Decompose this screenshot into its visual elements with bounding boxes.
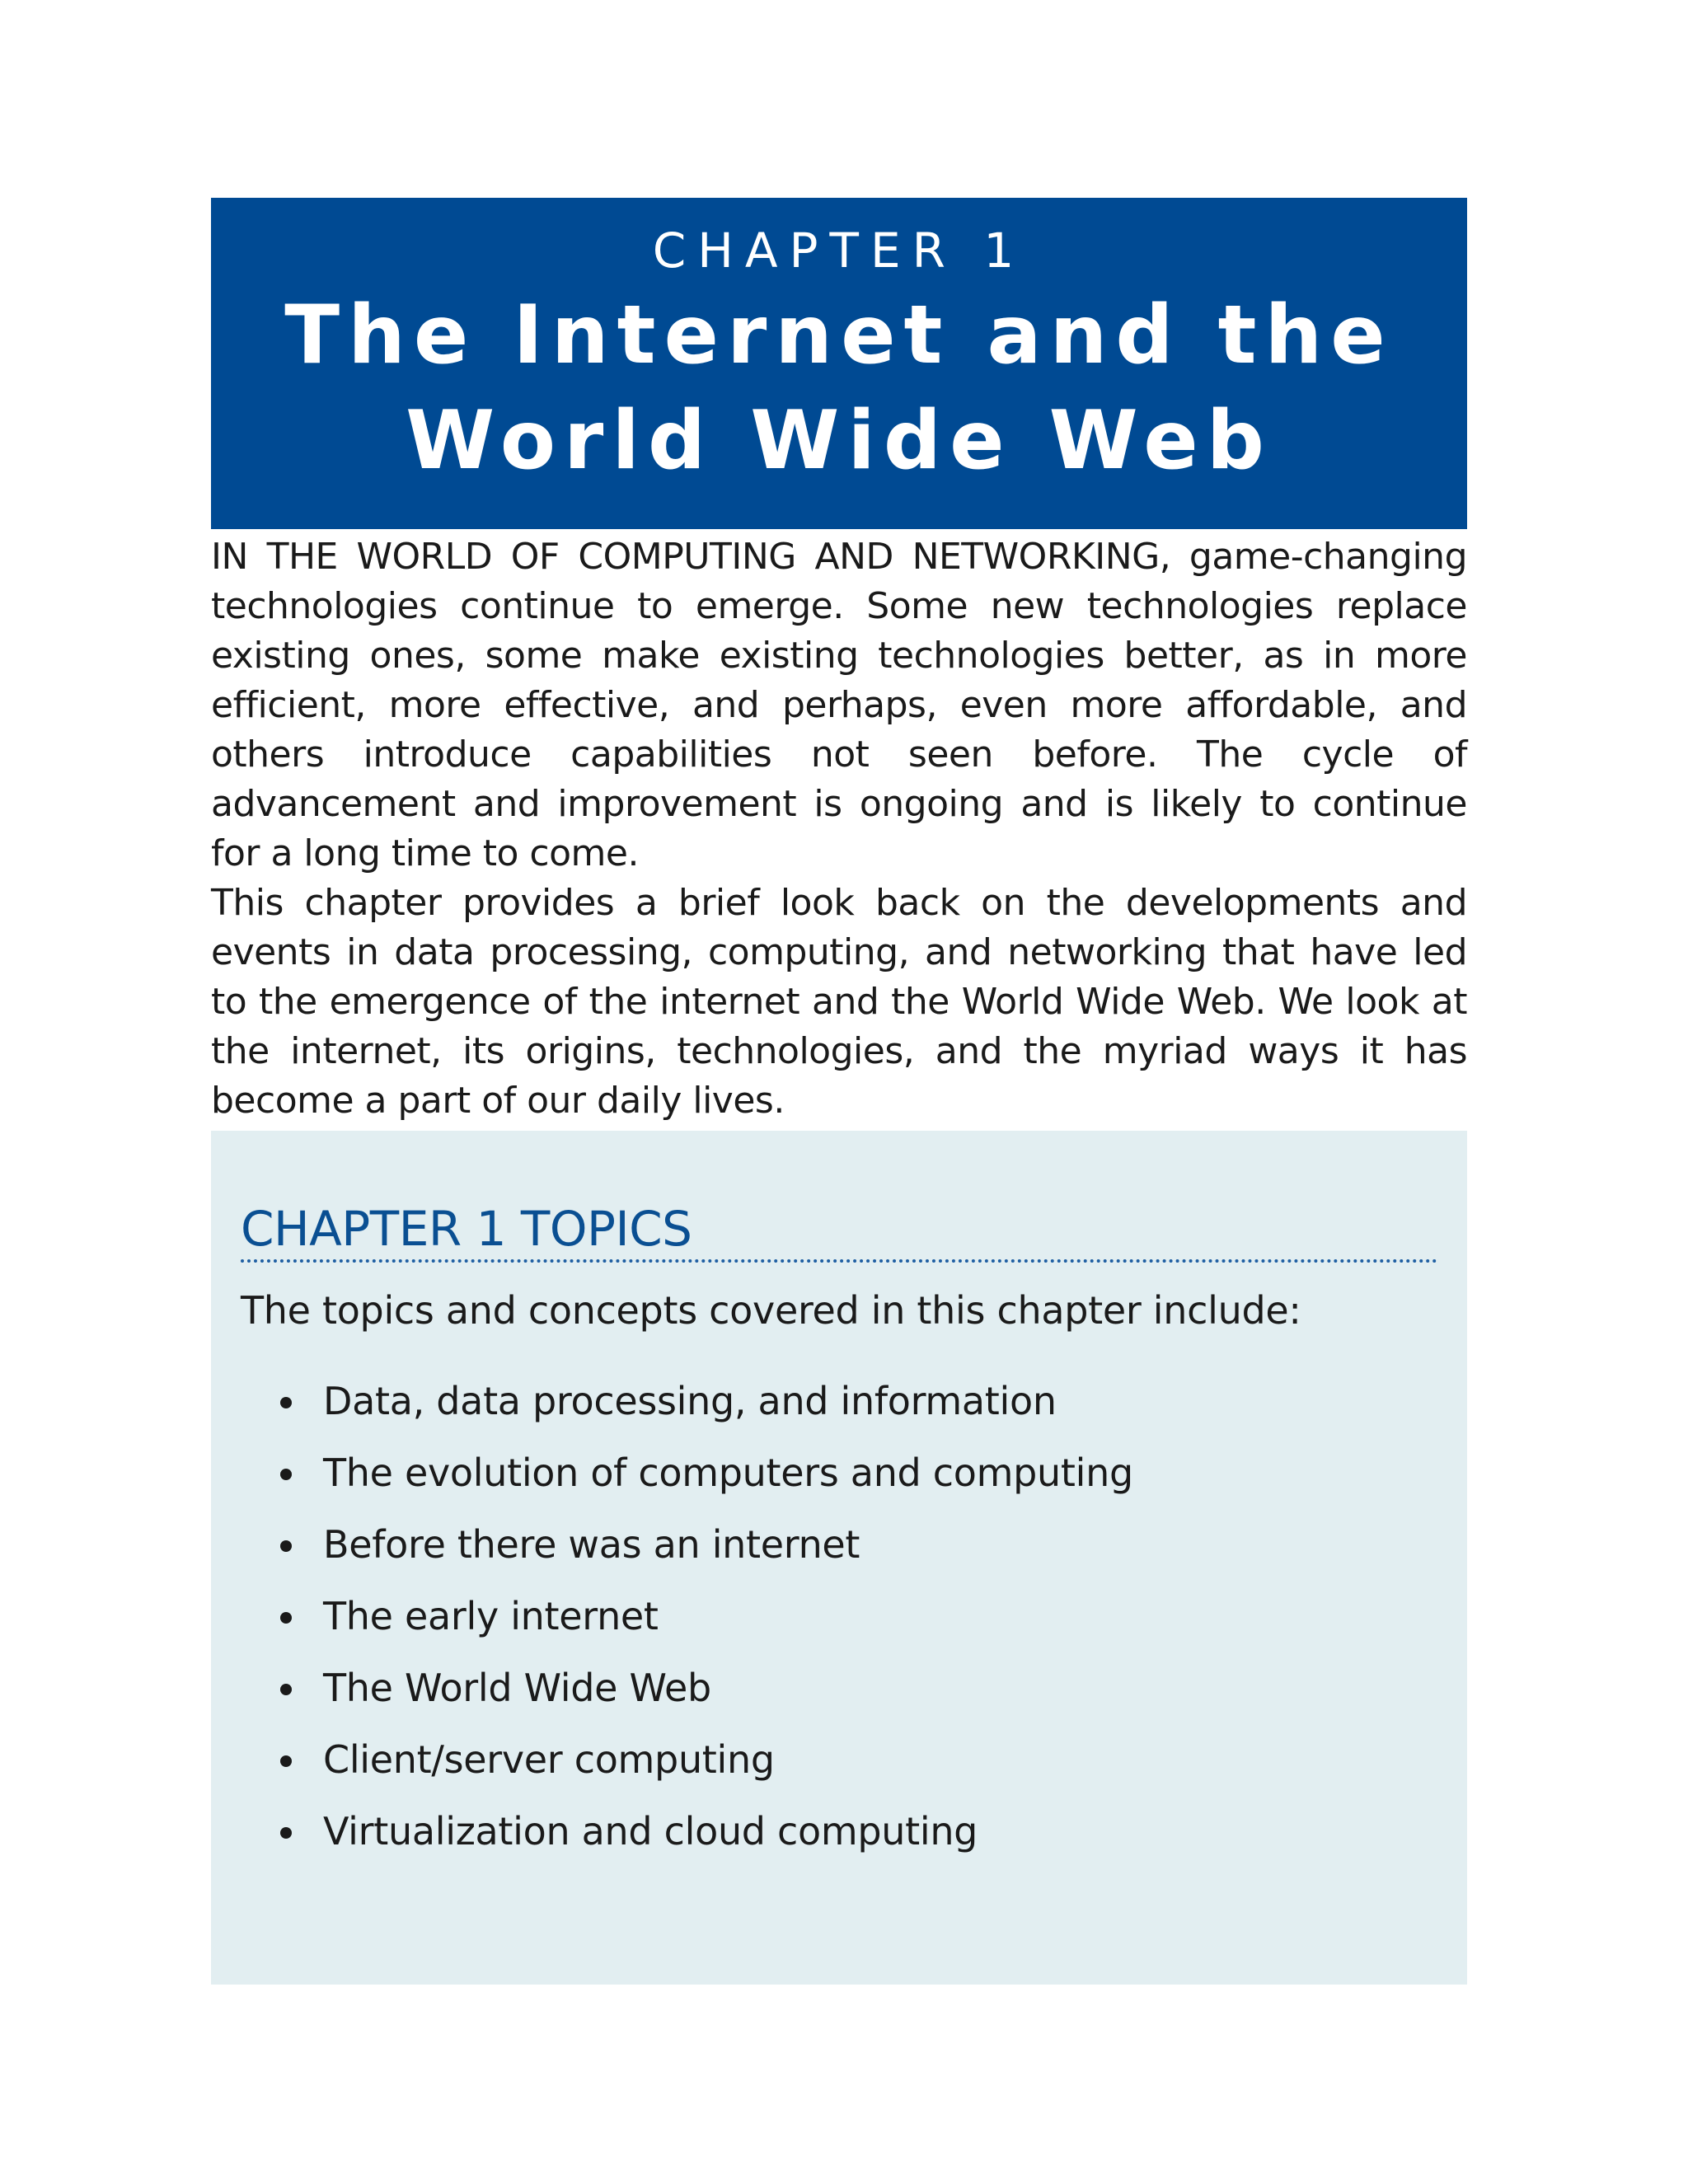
chapter-label: CHAPTER 1 [652, 223, 1026, 279]
chapter-title-line-1: The Internet and the [284, 288, 1394, 382]
list-item [241, 1735, 1437, 1784]
topic-label: Client/server computing [323, 1737, 775, 1782]
intro-paragraph-2: This chapter provides a brief look back on the developments and events in data processing, computing, and networking that have led to the emergence of the internet and the World Wide Web. We look at the internet, its origins, technologies, and the myriad ways it has become a part of our daily lives. [211, 882, 1467, 1122]
list-item [241, 1376, 1437, 1426]
list-item [241, 1591, 1437, 1641]
chapter-title-line-2: World Wide Web [406, 393, 1273, 488]
chapter-title [211, 283, 1467, 494]
topics-list [241, 1376, 1437, 1856]
topic-label: Before there was an internet [323, 1522, 860, 1567]
topics-heading: CHAPTER 1 TOPICS [241, 1200, 1437, 1263]
bullet-icon [280, 1469, 292, 1480]
topics-box [211, 1131, 1467, 1985]
topic-label: Data, data processing, and information [323, 1379, 1057, 1423]
chapter-banner [211, 198, 1467, 529]
topics-intro: The topics and concepts covered in this chapter include: [241, 1288, 1301, 1333]
bullet-icon [280, 1827, 292, 1839]
bullet-icon [280, 1397, 292, 1408]
topic-label: The World Wide Web [323, 1666, 711, 1710]
list-item [241, 1807, 1437, 1856]
list-item [241, 1520, 1437, 1569]
bullet-icon [280, 1684, 292, 1695]
topic-label: The early internet [323, 1594, 659, 1638]
bullet-icon [280, 1540, 292, 1552]
intro-text [211, 532, 1467, 1126]
page [211, 198, 1467, 1985]
topic-label: Virtualization and cloud computing [323, 1809, 978, 1854]
list-item [241, 1663, 1437, 1713]
intro-paragraph-1: IN THE WORLD OF COMPUTING AND NETWORKING, game-changing technologies continue to emerge. Some new technologies replace existing ones, some make existing technologies better, as in more efficient, more effective, and perhaps, even more affordable, and others introduce capabilities not seen before. The cycle of advancement and improvement is ongoing and is likely to continue for a long time to come. [211, 536, 1467, 874]
list-item [241, 1448, 1437, 1497]
topic-label: The evolution of computers and computing [323, 1451, 1133, 1495]
bullet-icon [280, 1612, 292, 1624]
bullet-icon [280, 1755, 292, 1767]
